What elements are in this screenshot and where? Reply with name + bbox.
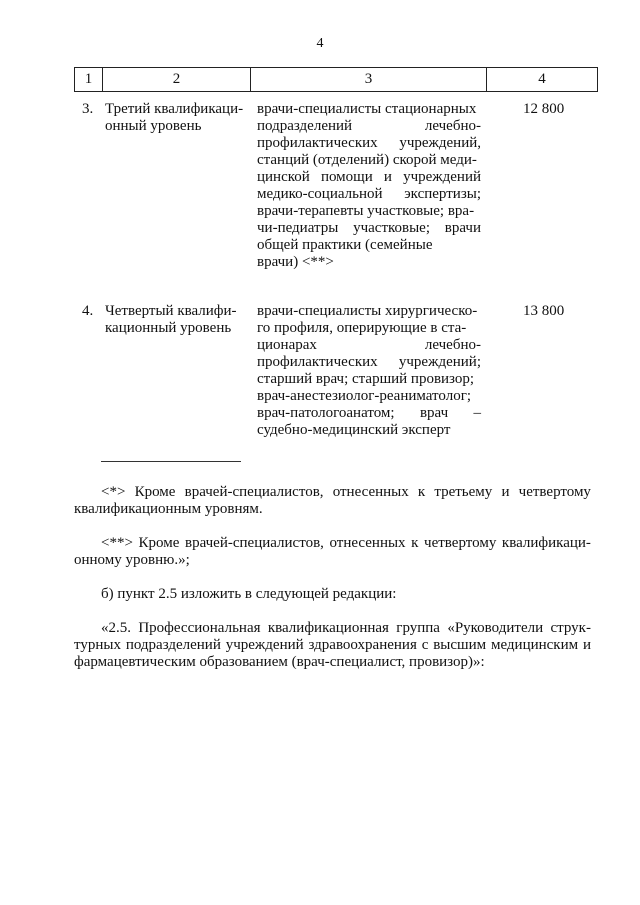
level-line: Третий квалификаци- <box>105 101 244 117</box>
item-b <box>101 586 591 603</box>
body-line: турных подразделений учреждений здравоохранения с высшим медицинским и <box>74 637 591 653</box>
page-number: 4 <box>316 36 324 51</box>
footnote-1-cont <box>74 501 591 518</box>
header-cell-3: 3 <box>251 68 487 91</box>
desc-line: врачи) <**> <box>257 254 334 270</box>
desc-line: профилактических учреждений; <box>257 354 481 370</box>
footnote-line: квалификационным уровням. <box>74 501 263 517</box>
desc-line: ционарах лечебно- <box>257 337 481 353</box>
header-cell-1: 1 <box>75 68 103 91</box>
level-line: онный уровень <box>105 118 202 134</box>
footnote-1 <box>101 484 591 501</box>
desc-line: го профиля, оперирующие в ста- <box>257 320 467 336</box>
footnote-line: <*> Кроме врачей-специалистов, отнесенных к третьему и четвертому <box>101 484 591 500</box>
qualification-level <box>105 303 247 337</box>
qualification-level <box>105 101 247 135</box>
position-list <box>257 303 481 439</box>
desc-line: профилактических учреждений, <box>257 135 481 151</box>
salary-value: 13 800 <box>523 303 565 319</box>
desc-line: общей практики (семейные <box>257 237 433 253</box>
desc-line: судебно-медицинский эксперт <box>257 422 451 438</box>
salary-value: 12 800 <box>523 101 565 117</box>
desc-line: врачи-специалисты стационарных <box>257 101 477 117</box>
body-line: фармацевтическим образованием (врач-специалист, провизор)»: <box>74 654 485 670</box>
desc-line: чи-педиатры участковые; врачи <box>257 220 481 236</box>
body-line: «2.5. Профессиональная квалификационная группа «Руководители струк- <box>101 620 591 636</box>
footnote-line: онному уровню.»; <box>74 552 190 568</box>
desc-line: врачи-специалисты хирургическо- <box>257 303 478 319</box>
body-line: б) пункт 2.5 изложить в следующей редакции: <box>101 586 397 602</box>
footnote-2-cont <box>74 552 591 569</box>
table-header <box>74 67 598 92</box>
paragraph-2-5 <box>101 620 591 637</box>
desc-line: подразделений лечебно- <box>257 118 481 134</box>
level-line: Четвертый квалифи- <box>105 303 237 319</box>
row-number: 3. <box>82 101 94 117</box>
footnote-separator <box>101 461 241 462</box>
desc-line: врачи-терапевты участковые; вра- <box>257 203 475 219</box>
position-list <box>257 101 481 271</box>
paragraph-2-5-cont <box>74 637 591 671</box>
level-line: кационный уровень <box>105 320 232 336</box>
header-cell-2: 2 <box>103 68 251 91</box>
header-cell-4: 4 <box>538 71 546 87</box>
desc-line: старший врач; старший провизор; <box>257 371 475 387</box>
desc-line: медико-социальной экспертизы; <box>257 186 481 202</box>
footnote-line: <**> Кроме врачей-специалистов, отнесенных к четвертому квалификаци- <box>101 535 591 551</box>
footnote-2 <box>101 535 591 552</box>
desc-line: цинской помощи и учреждений <box>257 169 481 185</box>
row-number: 4. <box>82 303 94 319</box>
desc-line: врач-анестезиолог-реаниматолог; <box>257 388 472 404</box>
desc-line: врач-патологоанатом; врач – <box>257 405 481 421</box>
desc-line: станций (отделений) скорой меди- <box>257 152 477 168</box>
